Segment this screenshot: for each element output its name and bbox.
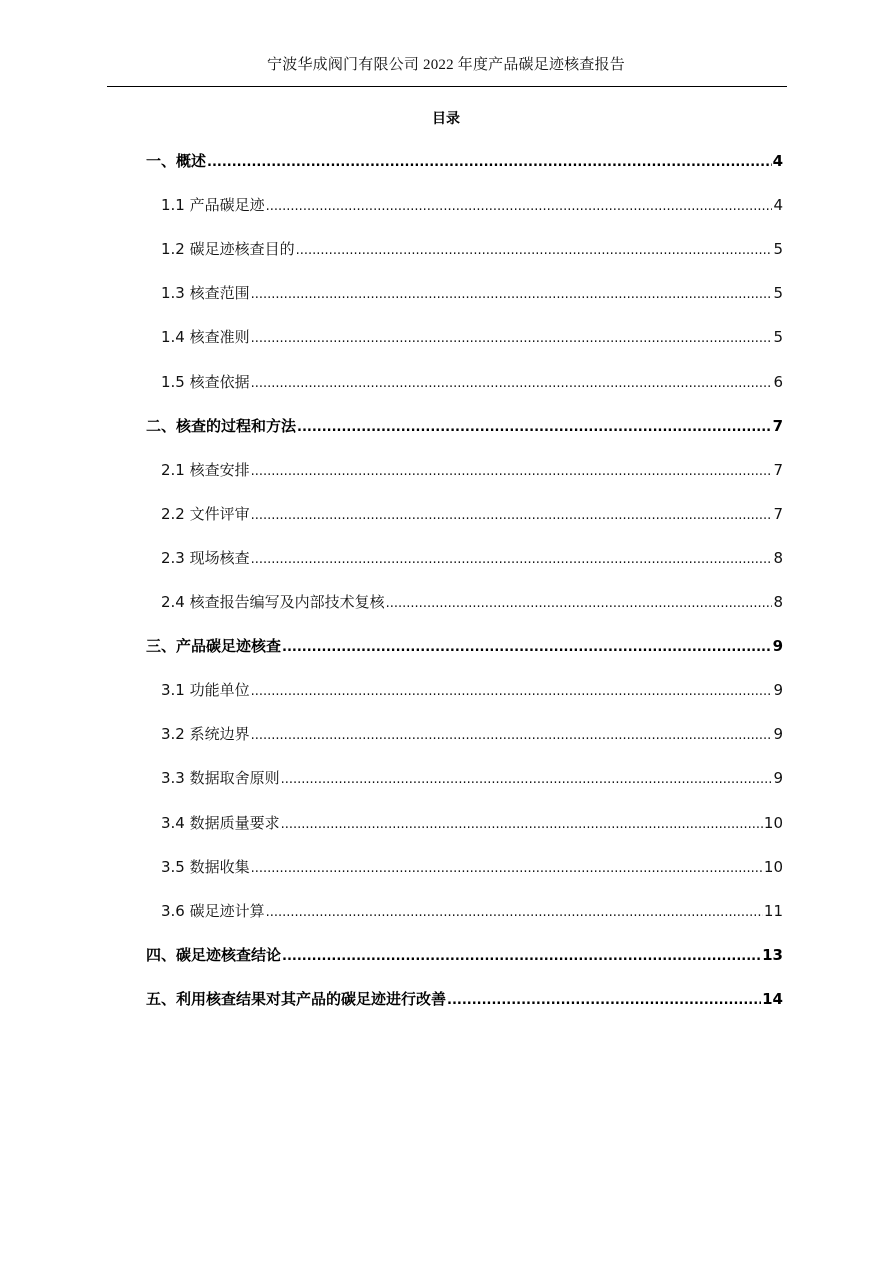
toc-entry-label: 2.2 文件评审 — [161, 504, 250, 523]
toc-subsection-entry[interactable] — [161, 502, 783, 526]
toc-dot-leader — [251, 504, 773, 528]
toc-subsection-entry[interactable] — [161, 370, 783, 394]
toc-page-number: 9 — [773, 769, 783, 788]
toc-dot-leader — [281, 768, 773, 792]
toc-entry-label: 3.6 碳足迹计算 — [161, 901, 265, 920]
toc-page-number: 10 — [763, 857, 783, 876]
toc-dot-leader — [207, 151, 772, 175]
toc-page-number: 6 — [773, 372, 783, 391]
toc-page-number: 13 — [762, 945, 783, 964]
toc-page-number: 11 — [763, 901, 783, 920]
toc-entry-label: 二、核查的过程和方法 — [146, 416, 297, 435]
toc-dot-leader — [281, 813, 763, 837]
toc-entry-label: 2.1 核查安排 — [161, 460, 250, 479]
toc-subsection-entry[interactable] — [161, 678, 783, 702]
toc-page-number: 5 — [773, 240, 783, 259]
toc-dot-leader — [251, 460, 773, 484]
toc-subsection-entry[interactable] — [161, 325, 783, 349]
page-header: 宁波华成阀门有限公司 2022 年度产品碳足迹核查报告 — [267, 57, 625, 73]
toc-dot-leader — [251, 327, 773, 351]
toc-page-number: 5 — [773, 328, 783, 347]
toc-entry-label: 1.1 产品碳足迹 — [161, 196, 265, 215]
toc-section-entry[interactable] — [146, 414, 783, 438]
toc-section-entry[interactable] — [146, 149, 783, 173]
toc-page-number: 14 — [762, 989, 783, 1008]
toc-entry-label: 3.2 系统边界 — [161, 725, 250, 744]
toc-entry-label: 2.4 核查报告编写及内部技术复核 — [161, 593, 385, 611]
toc-title: 目录 — [432, 111, 460, 127]
toc-dot-leader — [296, 239, 773, 263]
toc-entry-label: 五、利用核查结果对其产品的碳足迹进行改善 — [146, 989, 447, 1008]
toc-dot-leader — [297, 416, 772, 440]
toc-entry-label: 1.5 核查依据 — [161, 372, 250, 391]
toc-dot-leader — [251, 724, 773, 748]
toc-dot-leader — [266, 195, 773, 219]
toc-entry-label: 1.4 核查准则 — [161, 328, 250, 347]
toc-entry-label: 一、概述 — [146, 152, 207, 170]
toc-entry-label: 2.3 现场核查 — [161, 548, 250, 567]
toc-entry-label: 3.5 数据收集 — [161, 857, 250, 876]
toc-subsection-entry[interactable] — [161, 458, 783, 482]
toc-subsection-entry[interactable] — [161, 766, 783, 790]
toc-dot-leader — [282, 636, 772, 660]
toc-dot-leader — [251, 548, 773, 572]
toc-page-number: 7 — [772, 416, 783, 435]
toc-dot-leader — [251, 372, 773, 396]
toc-entry-label: 3.3 数据取舍原则 — [161, 769, 280, 788]
toc-page-number: 7 — [773, 504, 783, 523]
toc-dot-leader — [251, 680, 773, 704]
toc-page-number: 5 — [773, 284, 783, 303]
toc-dot-leader — [282, 945, 761, 969]
toc-entry-label: 四、碳足迹核查结论 — [146, 945, 282, 964]
toc-section-entry[interactable] — [146, 943, 783, 967]
toc-page-number: 4 — [773, 196, 783, 215]
toc-section-entry[interactable] — [146, 634, 783, 658]
toc-entry-label: 三、产品碳足迹核查 — [146, 637, 282, 656]
toc-entry-label: 3.4 数据质量要求 — [161, 813, 280, 832]
toc-page-number: 8 — [773, 593, 783, 611]
toc-dot-leader — [447, 989, 761, 1013]
toc-subsection-entry[interactable] — [161, 237, 783, 261]
toc-dot-leader — [386, 592, 773, 616]
toc-subsection-entry[interactable] — [161, 722, 783, 746]
toc-dot-leader — [266, 901, 763, 925]
toc-subsection-entry[interactable] — [161, 899, 783, 923]
toc-page-number: 8 — [773, 548, 783, 567]
toc-subsection-entry[interactable] — [161, 590, 783, 614]
toc-dot-leader — [251, 283, 773, 307]
toc-page-number: 9 — [773, 725, 783, 744]
toc-page-number: 10 — [763, 813, 783, 832]
toc-entry-label: 1.2 碳足迹核查目的 — [161, 240, 295, 259]
toc-page-number: 4 — [772, 152, 783, 170]
toc-page-number: 9 — [772, 637, 783, 656]
toc-dot-leader — [251, 857, 763, 881]
toc-subsection-entry[interactable] — [161, 811, 783, 835]
toc-section-entry[interactable] — [146, 987, 783, 1011]
toc-subsection-entry[interactable] — [161, 546, 783, 570]
toc-subsection-entry[interactable] — [161, 193, 783, 217]
toc-subsection-entry[interactable] — [161, 855, 783, 879]
toc-page-number: 7 — [773, 460, 783, 479]
toc-page-number: 9 — [773, 681, 783, 700]
toc-subsection-entry[interactable] — [161, 281, 783, 305]
toc-entry-label: 3.1 功能单位 — [161, 681, 250, 700]
toc-entry-label: 1.3 核查范围 — [161, 284, 250, 303]
